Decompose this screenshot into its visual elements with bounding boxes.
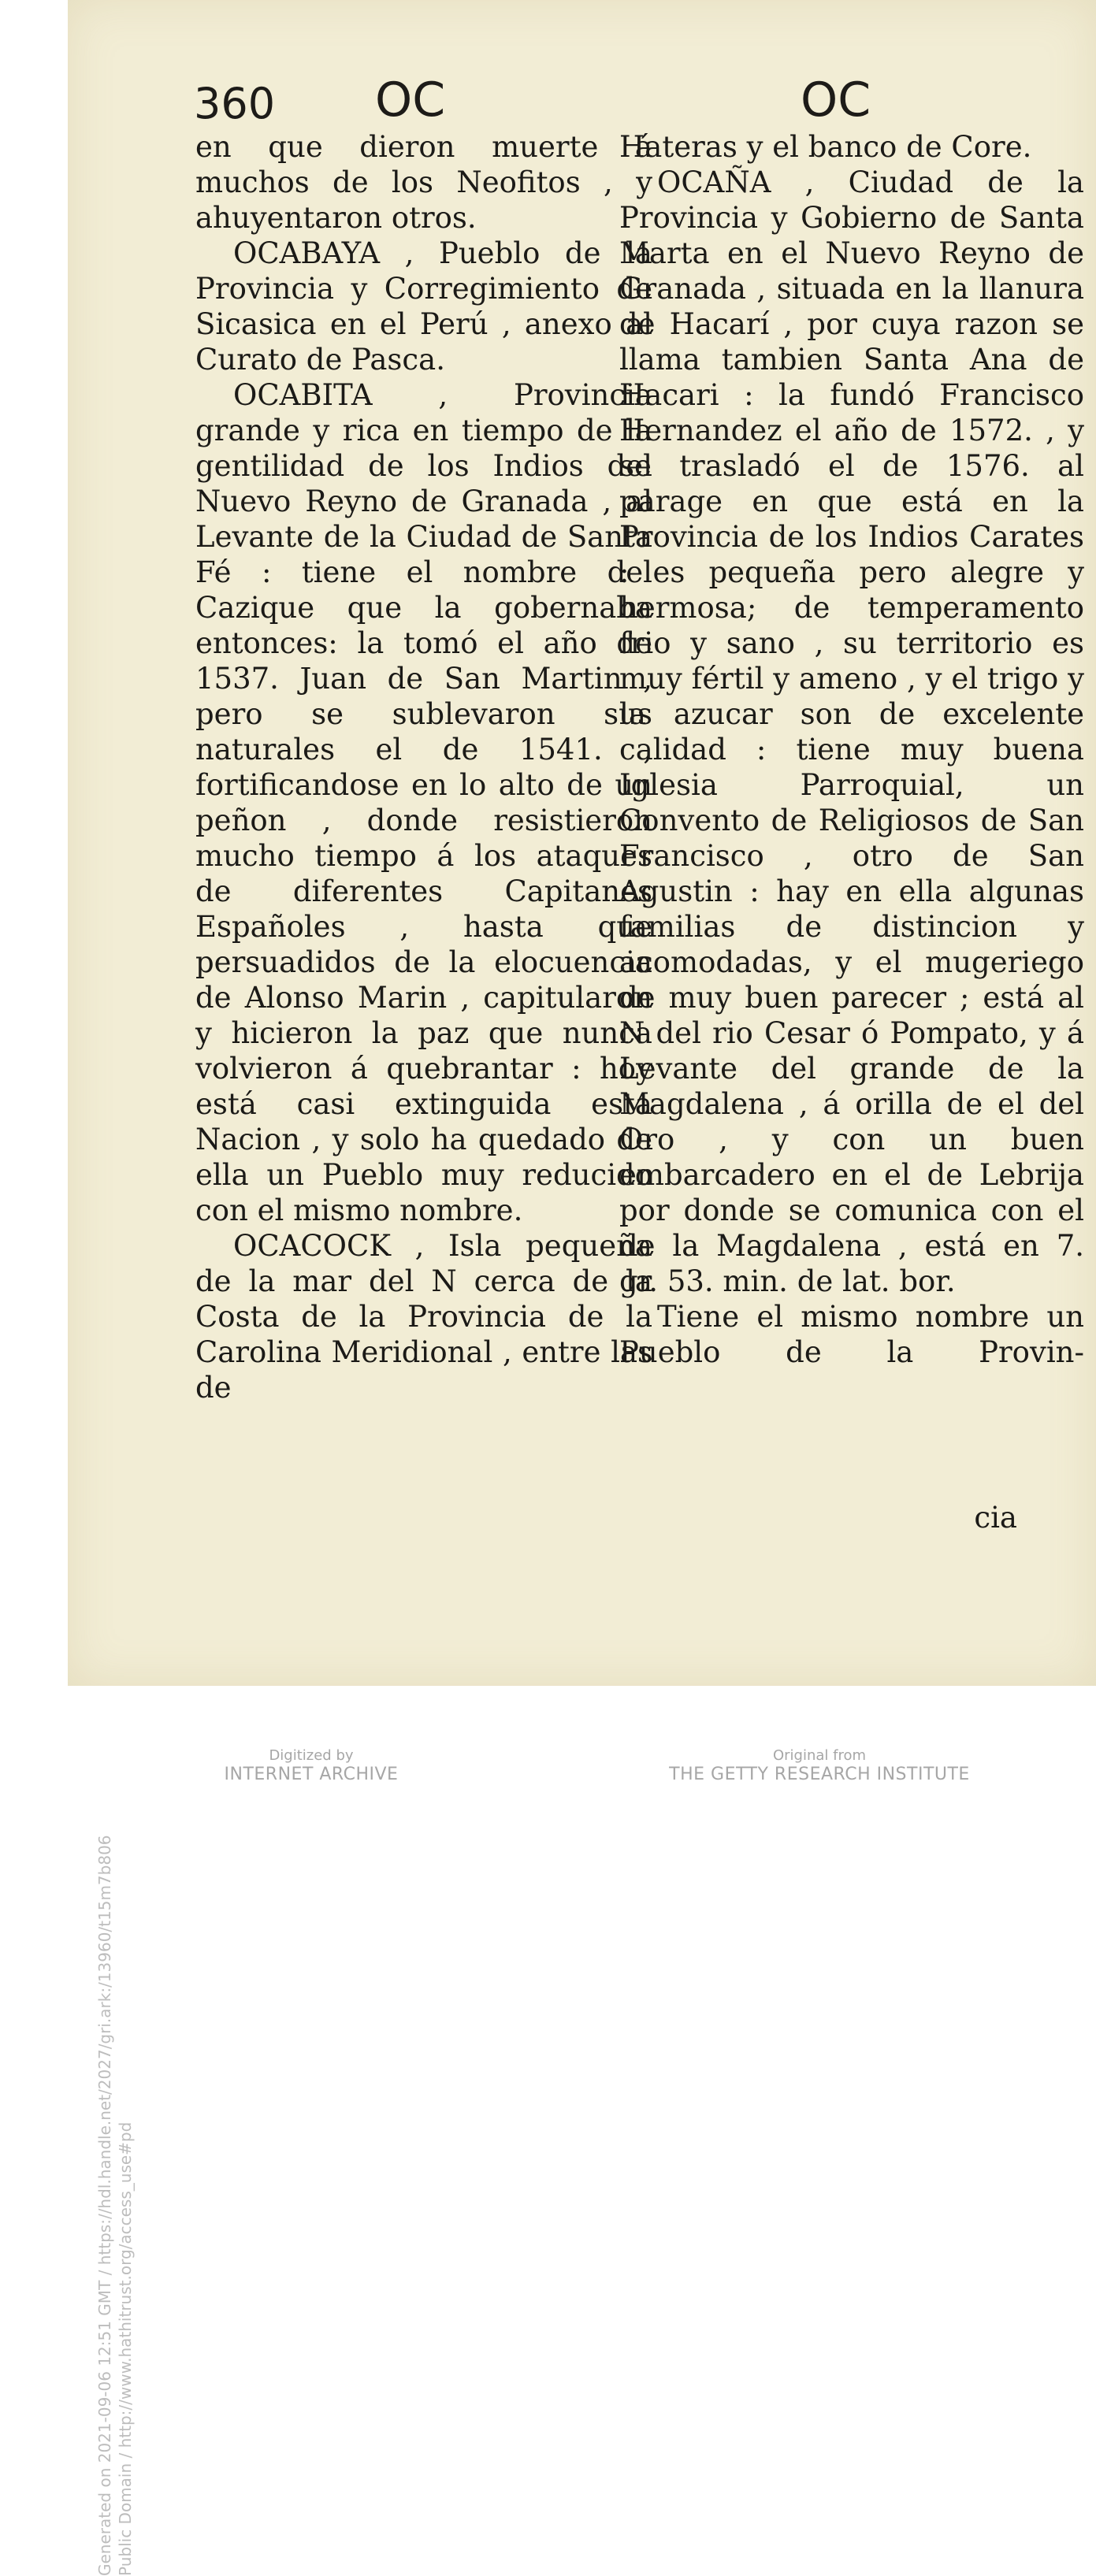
- digitized-by-credit: [181, 1747, 441, 1785]
- left-running-head: OC: [375, 72, 446, 128]
- entry-ocacock: OCACOCK , Isla pequeña de la mar del N cerca de la Costa de la Provincia de la Carolina Meridional , entre las de: [195, 1229, 652, 1405]
- watermark-line-public-domain: Public Domain / http://www.hathitrust.org/access_use#pd: [116, 2121, 135, 2576]
- getty-institute-label: THE GETTY RESEARCH INSTITUTE: [669, 1765, 970, 1784]
- running-header: [68, 72, 1096, 135]
- right-running-head: OC: [801, 72, 871, 128]
- digitized-by-label: Digitized by: [269, 1747, 354, 1764]
- catchword: cia: [974, 1501, 1017, 1535]
- entry-same-name-town: Tiene el mismo nombre un Pueblo de la Provin-: [619, 1300, 1084, 1369]
- original-from-label: Original from: [772, 1747, 867, 1764]
- entry-ocabaya: OCABAYA , Pueblo de la Provincia y Corregimiento de Sicasica en el Perú , anexo al Curato de Pasca.: [195, 236, 652, 377]
- left-text-column: [195, 129, 652, 1405]
- right-text-column: [619, 129, 1084, 1370]
- page-number: 360: [194, 79, 276, 128]
- continued-paragraph: en que dieron muerte á muchos de los Neofitos , y ahuyentaron otros.: [195, 130, 652, 235]
- watermark-line-generated: Generated on 2021-09-06 12:51 GMT / https://hdl.handle.net/2027/gri.ark:/13960/t15m7b806: [95, 1835, 114, 2576]
- book-page: [68, 0, 1096, 1686]
- continued-paragraph: Hateras y el banco de Core.: [619, 130, 1032, 164]
- internet-archive-label: INTERNET ARCHIVE: [224, 1765, 399, 1784]
- digitization-footer: [0, 1747, 1096, 1789]
- entry-ocana: OCAÑA , Ciudad de la Provincia y Gobierno de Santa Marta en el Nuevo Reyno de Granada , situada en la llanura de Hacarí , por cuya razon se llama tambien Santa Ana de Hacari : la fundó Francisco Hernandez el año de 1572. , y se trasladó el de 1576. al parage en que está en la Provincia de los Indios Carates : es pequeña pero alegre y hermosa; de temperamento frio y sano , su territorio es muy fértil y ameno , y el trigo y la azucar son de excelente calidad : tiene muy buena Iglesia Parroquial, un Convento de Religiosos de San Francisco , otro de San Agustin : hay en ella algunas familias de distincion y acomodadas, y el mugeriego de muy buen parecer ; está al N del rio Cesar ó Pompato, y á Levante del grande de la Magdalena , á orilla de el del Oro , y con un buen embarcadero en el de Lebrija por donde se comunica con el de la Magdalena , está en 7. gr. 53. min. de lat. bor.: [619, 165, 1084, 1298]
- entry-ocabita: OCABITA , Provincia grande y rica en tiempo de la gentilidad de los Indios del Nuevo Reyno de Granada , al Levante de la Ciudad de Santa Fé : tiene el nombre del Cazique que la gobernaba entonces: la tomó el año de 1537. Juan de San Martin , pero se sublevaron sus naturales el de 1541. , fortificandose en lo alto de un peñon , donde resistieron mucho tiempo á los ataques de diferentes Capitanes Españoles , hasta que persuadidos de la elocuencia de Alonso Marin , capitularon y hicieron la paz que nunca volvieron á quebrantar : hoy está casi extinguida esta Nacion , y solo ha quedado de ella un Pueblo muy reducido con el mismo nombre.: [195, 378, 652, 1227]
- original-from-credit: [662, 1747, 977, 1785]
